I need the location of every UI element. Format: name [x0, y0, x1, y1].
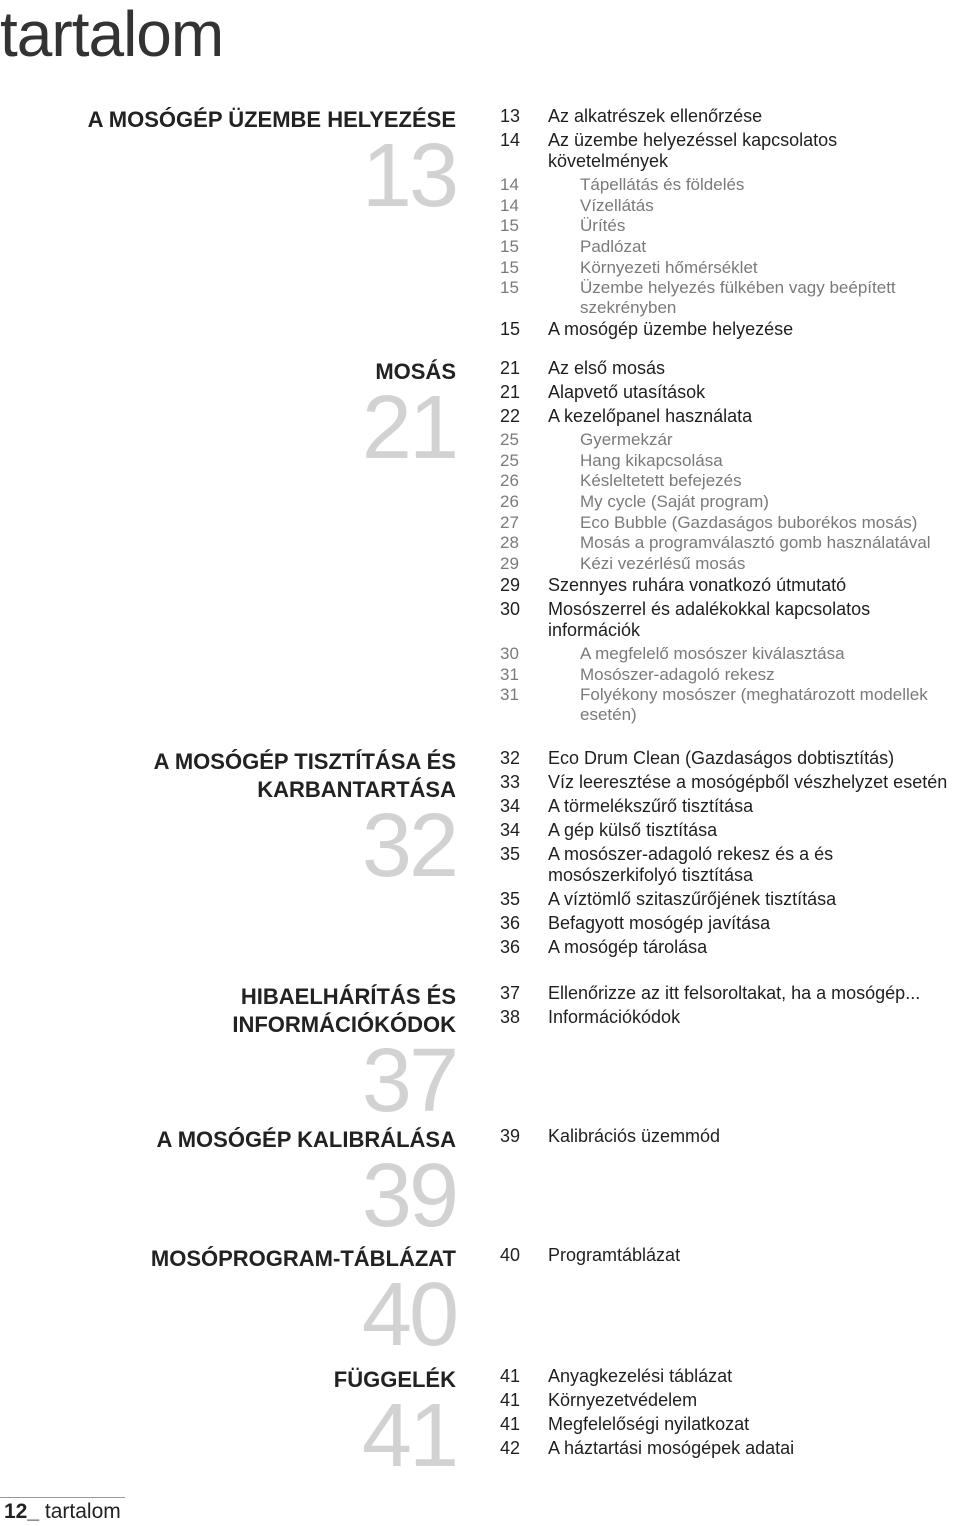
entry-page: 22 [500, 406, 521, 426]
toc-entry[interactable] [500, 1007, 958, 1028]
entry-page: 40 [500, 1245, 521, 1265]
entry-page: 15 [500, 237, 519, 257]
section-entries [500, 748, 958, 961]
section-title: A MOSÓGÉP KALIBRÁLÁSA [156, 1127, 456, 1152]
toc-entry[interactable] [500, 130, 958, 172]
toc-subentry[interactable] [500, 644, 958, 664]
section-heading [0, 1245, 456, 1365]
entry-text: Az alkatrészek ellenőrzése [548, 106, 763, 126]
entry-page: 38 [500, 1007, 521, 1027]
section-page-number: 37 [361, 1031, 456, 1131]
section-title: INFORMÁCIÓKÓDOK [232, 1012, 456, 1037]
entry-page: 36 [500, 913, 521, 933]
entry-text: Eco Bubble (Gazdaságos buborékos mosás) [580, 512, 918, 532]
entry-page: 15 [500, 319, 521, 340]
entry-page: 21 [500, 382, 521, 402]
entry-text: Környezetvédelem [548, 1390, 698, 1410]
entry-page: 30 [500, 643, 519, 663]
entry-text: Tápellátás és földelés [580, 175, 745, 194]
toc-subentry[interactable] [500, 278, 958, 318]
entry-text: Mosószerrel és adalékokkal kapcsolatos információk [548, 598, 871, 640]
entry-page: 15 [500, 278, 519, 298]
toc-entry[interactable] [500, 1438, 958, 1459]
entry-page: 34 [500, 796, 521, 816]
footer-label: tartalom [44, 1500, 121, 1523]
entry-text: A mosógép tárolása [548, 937, 708, 957]
entry-text: Befagyott mosógép javítása [548, 913, 771, 933]
entry-page: 14 [500, 195, 519, 215]
entry-text: A gép külső tisztítása [548, 820, 718, 840]
entry-text: Szennyes ruhára vonatkozó útmutató [548, 574, 847, 595]
entry-page: 39 [500, 1126, 521, 1146]
entry-text: Vízellátás [580, 195, 654, 215]
toc-entry[interactable] [500, 1366, 958, 1387]
toc-entry[interactable] [500, 406, 958, 427]
entry-text: Folyékony mosószer (meghatározott modellek esetén) [580, 685, 928, 725]
entry-text: Az első mosás [548, 358, 666, 378]
entry-page: 14 [500, 175, 519, 194]
entry-page: 41 [500, 1366, 521, 1386]
toc-entry[interactable] [500, 913, 958, 934]
entry-text: Környezeti hőmérséklet [580, 257, 758, 277]
toc-entry[interactable] [500, 382, 958, 403]
entry-page: 28 [500, 533, 519, 553]
entry-text: Megfelelőségi nyilatkozat [548, 1414, 750, 1434]
entry-page: 37 [500, 983, 521, 1003]
entry-page: 41 [500, 1414, 521, 1434]
toc-entry[interactable] [500, 106, 958, 127]
page-number: 12_ [4, 1500, 40, 1523]
section-heading [0, 748, 456, 896]
entry-text: Padlózat [580, 237, 647, 257]
section-entries [500, 106, 958, 343]
entry-page: 14 [500, 130, 521, 150]
toc-subentry[interactable] [500, 554, 958, 574]
page-footer [0, 1497, 125, 1526]
toc-entry[interactable] [500, 844, 958, 886]
entry-text: A kezelőpanel használata [548, 406, 753, 426]
section-page-number: 40 [361, 1265, 456, 1365]
toc-entry[interactable] [500, 575, 958, 596]
toc-subentry[interactable] [500, 196, 958, 216]
toc-subentry[interactable] [500, 451, 958, 471]
section-entries [500, 358, 958, 726]
section-page-number: 21 [361, 378, 456, 478]
section-title: MOSÁS [375, 359, 456, 384]
entry-text: A háztartási mosógépek adatai [548, 1438, 795, 1458]
entry-text: Gyermekzár [580, 430, 673, 449]
entry-text: Eco Drum Clean (Gazdaságos dobtisztítás) [548, 748, 895, 768]
toc-entry[interactable] [500, 772, 958, 793]
toc-subentry[interactable] [500, 513, 958, 533]
section-entries [500, 983, 958, 1031]
entry-page: 36 [500, 937, 521, 957]
toc-entry[interactable] [500, 1245, 958, 1266]
entry-page: 30 [500, 598, 521, 619]
entry-page: 13 [500, 106, 521, 126]
entry-text: A mosógép üzembe helyezése [548, 319, 794, 340]
entry-page: 15 [500, 257, 519, 277]
section-heading [0, 1366, 456, 1486]
entry-page: 31 [500, 664, 519, 684]
toc-entry[interactable] [500, 599, 958, 641]
section-heading [0, 983, 456, 1131]
toc-entry[interactable] [500, 820, 958, 841]
toc-subentry[interactable] [500, 492, 958, 512]
entry-page: 27 [500, 512, 519, 532]
section-page-number: 13 [361, 126, 456, 226]
section-title: KARBANTARTÁSA [257, 777, 456, 802]
toc-entry[interactable] [500, 1414, 958, 1435]
toc-entry[interactable] [500, 1126, 958, 1147]
toc-entry[interactable] [500, 358, 958, 379]
toc-subentry[interactable] [500, 216, 958, 236]
entry-page: 29 [500, 574, 521, 595]
toc-entry[interactable] [500, 319, 958, 340]
entry-text: Az üzembe helyezéssel kapcsolatos követelmények [548, 130, 838, 171]
entry-text: Programtáblázat [548, 1245, 681, 1265]
entry-page: 26 [500, 492, 519, 512]
entry-page: 26 [500, 471, 519, 491]
section-page-number: 41 [361, 1386, 456, 1486]
entry-text: My cycle (Saját program) [580, 492, 769, 512]
page-title: tartalom [0, 0, 224, 70]
entry-page: 32 [500, 748, 521, 768]
section-title: HIBAELHÁRÍTÁS ÉS [240, 984, 456, 1009]
entry-text: A megfelelő mosószer kiválasztása [580, 643, 845, 663]
section-title: MOSÓPROGRAM-TÁBLÁZAT [150, 1246, 456, 1271]
entry-page: 25 [500, 430, 519, 449]
toc-entry[interactable] [500, 796, 958, 817]
entry-text: Kalibrációs üzemmód [548, 1126, 721, 1146]
entry-text: A víztömlő szitaszűrőjének tisztítása [548, 889, 837, 909]
toc-entry[interactable] [500, 1390, 958, 1411]
entry-page: 33 [500, 772, 521, 792]
entry-text: Információkódok [548, 1007, 681, 1027]
section-title: A MOSÓGÉP TISZTÍTÁSA ÉS [153, 749, 456, 774]
toc-entry[interactable] [500, 748, 958, 769]
entry-text: Hang kikapcsolása [580, 450, 723, 470]
entry-page: 21 [500, 358, 521, 378]
entry-page: 41 [500, 1390, 521, 1410]
section-title: FÜGGELÉK [333, 1367, 456, 1392]
toc-subentry[interactable] [500, 237, 958, 257]
toc-subentry[interactable] [500, 175, 958, 195]
toc-entry[interactable] [500, 937, 958, 958]
entry-page: 25 [500, 450, 519, 470]
section-entries [500, 1245, 958, 1269]
entry-text: Ürítés [580, 216, 626, 236]
toc-subentry[interactable] [500, 471, 958, 491]
entry-text: Alapvető utasítások [548, 382, 706, 402]
entry-page: 35 [500, 889, 521, 909]
toc-subentry[interactable] [500, 430, 958, 450]
section-heading [0, 106, 456, 226]
entry-page: 42 [500, 1438, 521, 1458]
entry-text: Anyagkezelési táblázat [548, 1366, 733, 1386]
entry-page: 15 [500, 216, 519, 236]
section-heading [0, 1126, 456, 1246]
entry-text: A mosószer-adagoló rekesz és a és mosószerkifolyó tisztítása [548, 844, 834, 885]
entry-text: Mosószer-adagoló rekesz [580, 664, 775, 684]
section-title: A MOSÓGÉP ÜZEMBE HELYEZÉSE [87, 107, 456, 132]
entry-page: 35 [500, 844, 521, 864]
toc-subentry[interactable] [500, 258, 958, 278]
entry-page: 31 [500, 685, 519, 705]
entry-text: Kézi vezérlésű mosás [580, 554, 746, 574]
toc-subentry[interactable] [500, 665, 958, 685]
toc-subentry[interactable] [500, 533, 958, 553]
entry-page: 29 [500, 554, 519, 574]
toc-entry[interactable] [500, 889, 958, 910]
entry-text: A törmelékszűrő tisztítása [548, 796, 754, 816]
toc-subentry[interactable] [500, 685, 958, 725]
section-page-number: 32 [361, 796, 456, 896]
toc-entry[interactable] [500, 983, 958, 1004]
section-heading [0, 358, 456, 478]
section-page-number: 39 [361, 1146, 456, 1246]
section-entries [500, 1366, 958, 1462]
entry-page: 34 [500, 820, 521, 840]
entry-text: Mosás a programválasztó gomb használatával [580, 533, 931, 553]
section-entries [500, 1126, 958, 1150]
entry-text: Víz leeresztése a mosógépből vészhelyzet esetén [548, 772, 948, 792]
entry-text: Ellenőrizze az itt felsoroltakat, ha a mosógép... [548, 983, 921, 1003]
entry-text: Késleltetett befejezés [580, 471, 742, 491]
entry-text: Üzembe helyezés fülkében vagy beépített szekrényben [580, 278, 896, 318]
